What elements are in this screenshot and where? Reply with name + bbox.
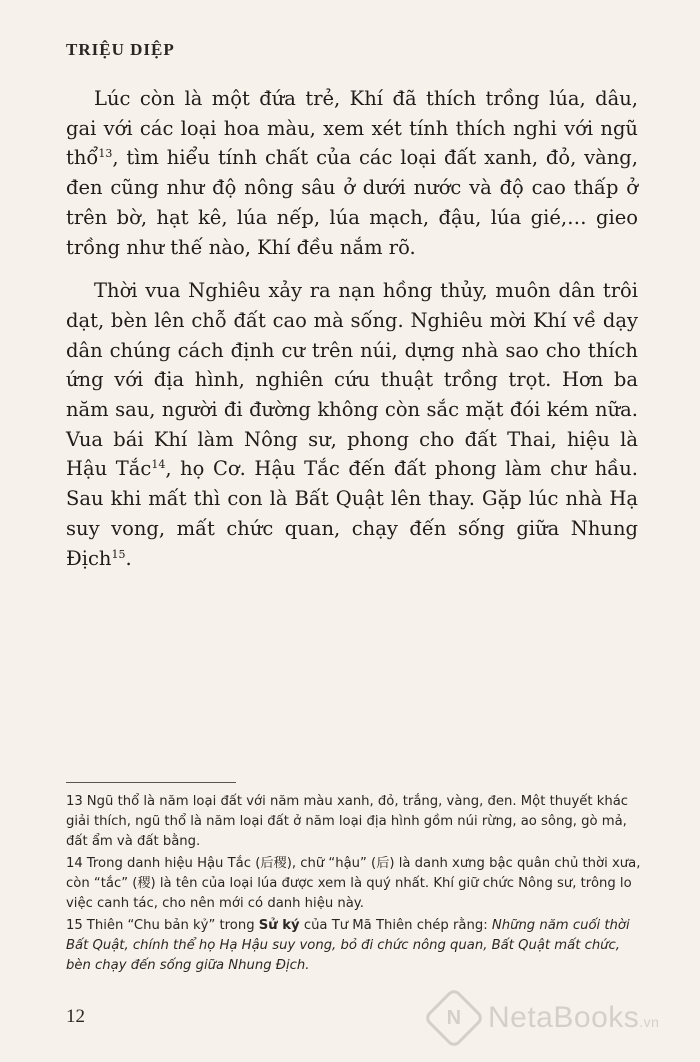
footnote-ref-13: 13: [98, 147, 113, 161]
footnote-text-b: của Tư Mã Thiên chép rằng:: [299, 918, 492, 933]
watermark-brand: NetaBooks: [488, 1001, 640, 1034]
footnote-ref-15: 15: [111, 547, 126, 561]
watermark: [432, 996, 659, 1040]
footnote-number: 13: [66, 794, 83, 809]
paragraph-2-text-a: Thời vua Nghiêu xảy ra nạn hồng thủy, muôn dân trôi dạt, bèn lên chỗ đất cao mà sống. Nghiêu mời Khí về dạy dân chúng cách định cư trên núi, dựng nhà sao cho thích ứng với địa hình, nghiên cứu thuật trồng trọt. Hơn ba năm sau, người đi đường không còn sắc mặt đói kém nữa. Vua bái Khí làm Nông sư, phong cho đất Thai, hiệu là Hậu Tắc: [66, 279, 638, 481]
footnote-divider: [66, 782, 236, 783]
footnote-text: Ngũ thổ là năm loại đất với năm màu xanh, đỏ, trắng, vàng, đen. Một thuyết khác giải thích, ngũ thổ là năm loại đất ở năm loại địa hình gồm núi rừng, ao sông, gò mả, đất ẩm và đất bằng.: [66, 794, 629, 849]
paragraph-1-text-b: , tìm hiểu tính chất của các loại đất xanh, đỏ, vàng, đen cũng như độ nông sâu ở dưới nước và độ cao thấp ở trên bờ, hạt kê, lúa nếp, lúa mạch, đậu, lúa gié,… gieo trồng như thế nào, Khí đều nắm rõ.: [66, 146, 638, 259]
watermark-suffix: .vn: [639, 1014, 660, 1030]
paragraph-2-text-b: , họ Cơ. Hậu Tắc đến đất phong làm chư hầu. Sau khi mất thì con là Bất Quật lên thay. Gặp lúc nhà Hạ suy vong, mất chức quan, chạy đến sống giữa Nhung Địch: [66, 457, 638, 570]
footnote-ref-14: 14: [151, 458, 166, 472]
paragraph-1: [66, 84, 638, 262]
footnote-14: [66, 854, 646, 914]
book-title: Sử ký: [258, 918, 300, 933]
footnote-13: [66, 792, 646, 852]
paragraph-2: [66, 276, 638, 573]
watermark-text: [488, 1001, 659, 1035]
footnote-number: 15: [66, 918, 83, 933]
footnote-text-a: Thiên “Chu bản kỷ” trong: [86, 918, 259, 933]
page-number: 12: [66, 1006, 85, 1027]
footnote-text: Trong danh hiệu Hậu Tắc (后稷), chữ “hậu” (后) là danh xưng bậc quân chủ thời xưa, còn “tắc” (稷) là tên của loại lúa được xem là quý nhất. Khí giữ chức Nông sư, trông lo việc canh tác, cho nên mới có danh hiệu này.: [66, 856, 641, 911]
quotation: Những năm cuối thời Bất Quật, chính thể họ Hạ Hậu suy vong, bỏ đi chức nông quan, Bất Quật mất chức, bèn chạy đến sống giữa Nhung Địch.: [66, 918, 630, 973]
body-text: [66, 84, 638, 587]
netabooks-logo-icon: N: [423, 987, 485, 1049]
paragraph-2-text-c: .: [125, 546, 132, 570]
footnote-number: 14: [66, 856, 83, 871]
footnotes: [66, 792, 646, 978]
paragraph-1-text-a: Lúc còn là một đứa trẻ, Khí đã thích trồng lúa, dâu, gai với các loại hoa màu, xem xét tính thích nghi với ngũ thổ: [66, 87, 638, 170]
footnote-15: [66, 916, 646, 976]
running-head: TRIỆU DIỆP: [66, 40, 175, 59]
